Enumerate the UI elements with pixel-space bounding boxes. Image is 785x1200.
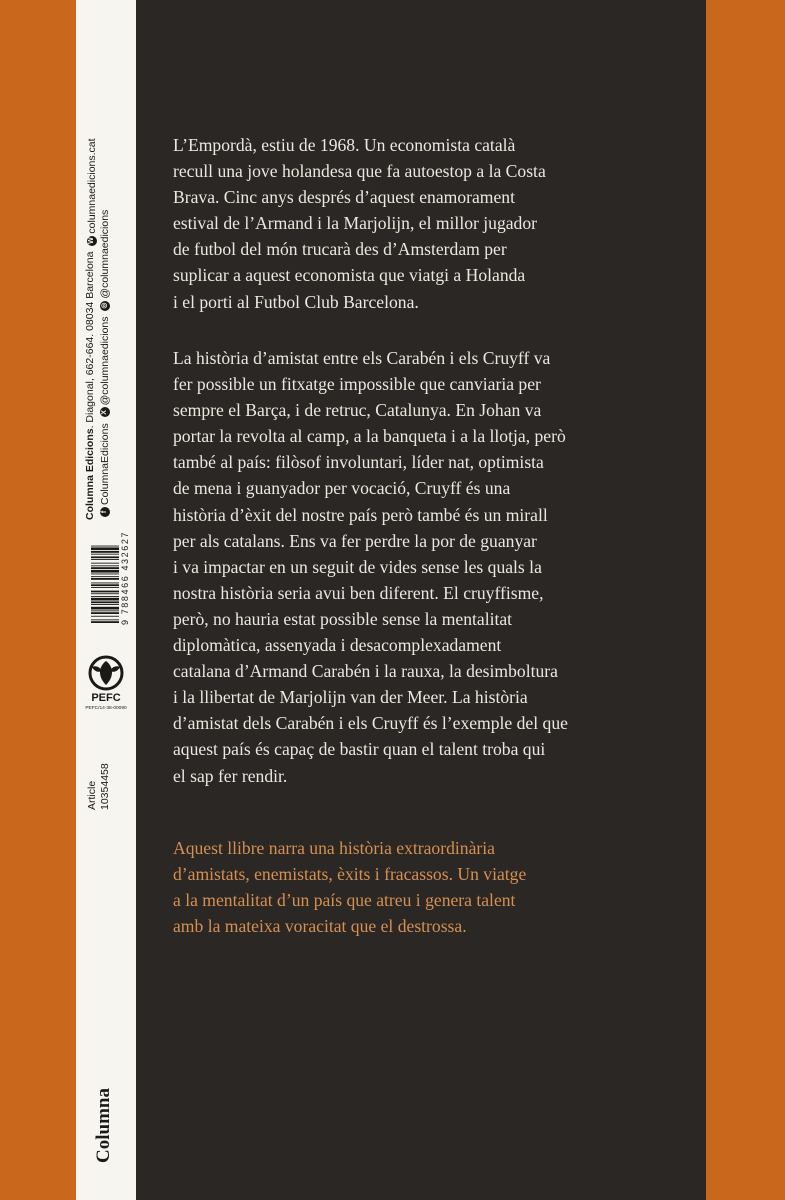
instagram-icon: ◎	[101, 302, 108, 309]
blurb-line: el sap fer rendir.	[173, 765, 288, 786]
blurb-line: sempre el Barça, i de retruc, Catalunya. En Johan va	[173, 400, 542, 421]
pefc-code: PEFC/14-38-00090	[85, 706, 127, 711]
barcode-bar	[91, 604, 119, 605]
publisher-address: . Diagonal, 662-664. 08034 Barcelona	[84, 251, 96, 429]
blurb-line: a la mentalitat d’un país que atreu i genera talent	[173, 890, 516, 911]
barcode-bar	[91, 556, 119, 558]
barcode-bar	[91, 578, 119, 580]
blurb-line: i la llibertat de Marjolijn van der Meer. La història	[173, 687, 528, 708]
blurb-line: d’amistat dels Carabén i els Cruyff és l’exemple del que	[173, 713, 568, 734]
publisher-address-line	[84, 65, 97, 520]
barcode-bar	[91, 574, 119, 575]
publisher-logo-text: Columna	[93, 1088, 114, 1163]
right-orange-band	[706, 0, 785, 1200]
barcode-bar	[91, 619, 119, 620]
article-number: 10354458	[99, 763, 111, 810]
isbn-number: 9 788466 432627	[120, 530, 130, 625]
barcode-bar	[91, 563, 119, 564]
facebook-icon: f	[100, 507, 110, 517]
barcode-bar	[91, 583, 119, 584]
barcode-bar	[91, 554, 119, 555]
isbn-barcode	[91, 517, 130, 625]
barcode-bar	[91, 621, 119, 623]
article-label: Article	[86, 780, 98, 810]
blurb-line: catalana d’Armand Carabén i la rauxa, la desimboltura	[173, 661, 558, 682]
barcode-bar	[91, 570, 119, 573]
barcode-bar	[91, 546, 119, 547]
publisher-website: columnaedicions.cat	[85, 138, 98, 234]
barcode-bar	[91, 567, 119, 569]
publisher-name-bold: Columna Edicions	[84, 428, 96, 520]
blurb-line: i va impactar en un seguit de vides sense les quals la	[173, 556, 542, 577]
blurb-line: fer possible un fitxatge impossible que canviaria per	[173, 374, 541, 395]
barcode-bar	[91, 598, 119, 601]
barcode-image	[91, 517, 119, 625]
blurb-line: però, no hauria estat possible sense la mentalitat	[173, 608, 513, 629]
blurb-line: de futbol del món trucarà des d’Amsterdam per	[173, 239, 507, 260]
left-orange-band	[0, 0, 76, 1200]
blurb-line: recull una jove holandesa que fa autoestop a la Costa	[173, 161, 546, 182]
barcode-bar	[91, 576, 119, 577]
blurb-line: portar la revolta al camp, a la banqueta i a la llotja, però	[173, 426, 566, 447]
facebook-handle: ColumnaEdicions	[98, 423, 111, 505]
barcode-bar	[91, 612, 119, 614]
barcode-bar	[91, 587, 119, 588]
pefc-label: PEFC	[91, 692, 121, 704]
blurb-line: estival de l’Armand i la Marjolijn, el millor jugador	[173, 213, 538, 234]
barcode-bar	[91, 547, 119, 550]
blurb-line: de mena i guanyador per vocació, Cruyff és una	[173, 478, 511, 499]
blurb-line: Aquest llibre narra una història extraordinària	[173, 838, 495, 858]
web-icon: W	[88, 237, 95, 244]
blurb-paragraph-1	[173, 132, 693, 315]
barcode-bar	[91, 610, 119, 611]
pefc-tree-icon	[80, 655, 132, 691]
blurb-line: nostra història seria avui ben diferent. El cruyffisme,	[173, 582, 544, 603]
blurb-line: història d’èxit del nostre país però també és un mirall	[173, 504, 548, 525]
barcode-bar	[91, 596, 119, 597]
blurb-line: aquest país és capaç de bastir quan el talent troba qui	[173, 739, 546, 760]
instagram-handle: @columnaedicions	[98, 209, 111, 299]
blurb-line: L’Empordà, estiu de 1968. Un economista català	[173, 135, 516, 155]
blurb-line: amb la mateixa voracitat que el destrossa.	[173, 916, 467, 937]
blurb-line: per als catalans. Ens va fer perdre la por de guanyar	[173, 530, 537, 551]
barcode-bar	[91, 616, 119, 617]
blurb-paragraph-2	[173, 345, 693, 789]
blurb-line: Brava. Cinc anys després d’aquest enamorament	[173, 187, 515, 208]
publisher-social-line	[97, 65, 110, 520]
blurb-line: i el porti al Futbol Club Barcelona.	[173, 291, 419, 312]
x-icon: X	[100, 407, 110, 417]
blurb-line: també al país: filòsof involuntari, líder nat, optimista	[173, 452, 544, 473]
barcode-bar	[91, 601, 119, 603]
barcode-bar	[91, 559, 119, 560]
barcode-bar	[91, 593, 119, 594]
barcode-bar	[91, 551, 119, 553]
barcode-bar	[91, 591, 119, 593]
publisher-contact-info	[84, 65, 110, 520]
barcode-bar	[91, 584, 119, 586]
blurb-line: La història d’amistat entre els Carabén i els Cruyff va	[173, 348, 551, 368]
article-number-block	[86, 710, 112, 810]
blurb-line: d’amistats, enemistats, èxits i fracassos. Un viatge	[173, 864, 527, 885]
barcode-bar	[91, 565, 119, 566]
blurb-line: diplomàtica, assenyada i desacomplexadament	[173, 635, 502, 656]
x-handle: @columnaedicions	[98, 316, 111, 406]
barcode-bar	[91, 607, 119, 610]
blurb-highlight-paragraph	[173, 835, 693, 939]
blurb-line: suplicar a aquest economista que viatgi a Holanda	[173, 265, 526, 286]
